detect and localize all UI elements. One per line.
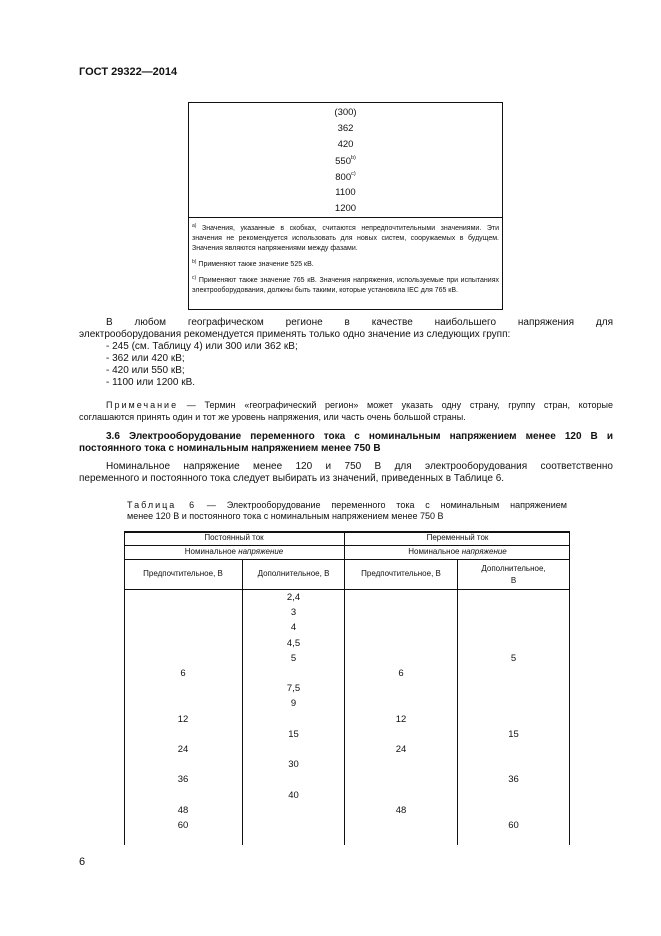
header-dc: Постоянный ток bbox=[204, 533, 264, 542]
table-cell: 36 bbox=[177, 774, 189, 786]
header-dc-additional: Дополнительное, В bbox=[257, 569, 330, 578]
table6 bbox=[124, 531, 570, 845]
group-item: - 1100 или 1200 кВ. bbox=[106, 377, 196, 388]
table-cell: 36 bbox=[508, 774, 519, 786]
voltage-table-continuation bbox=[188, 102, 503, 310]
table6-border bbox=[124, 531, 125, 845]
paragraph-nominal: Номинальное напряжение менее 120 и 750 В для электрооборудования соответственно переменного и постоянного тока следует выбирать из значений, приведенных в Таблице 6. bbox=[79, 461, 613, 484]
table6-title: Таблица 6 — Электрооборудование переменного тока с номинальным напряжением менее 120 В и постоянного тока с номинальным напряжением менее 750 В bbox=[127, 500, 567, 521]
group-item: - 420 или 550 кВ; bbox=[106, 365, 185, 376]
voltage-value: 362 bbox=[337, 123, 354, 134]
table-cell: 2,4 bbox=[286, 592, 301, 603]
table-cell: 3 bbox=[290, 607, 297, 619]
table-cell: 40 bbox=[288, 789, 299, 801]
voltage-value: 800$^{c)}$ bbox=[335, 171, 356, 183]
table6-border bbox=[124, 545, 570, 546]
table-cell: 5 bbox=[510, 652, 517, 664]
table-cell: 48 bbox=[177, 804, 189, 816]
header-nominal-ac: Номинальное напряжение bbox=[408, 547, 507, 556]
table6-border bbox=[457, 559, 458, 845]
table6-border bbox=[124, 559, 570, 560]
group-item: - 245 (см. Таблицу 4) или 300 или 362 кВ; bbox=[106, 341, 298, 352]
table-cell: 12 bbox=[395, 713, 407, 725]
voltage-values bbox=[189, 103, 502, 218]
document-header: ГОСТ 29322—2014 bbox=[79, 66, 178, 78]
section-heading: 3.6 Электрооборудование переменного тока с номинальным напряжением менее 120 В и постоянного тока с номинальным напряжением менее 750 В bbox=[79, 431, 613, 454]
header-ac-preferred: Предпочтительное, В bbox=[361, 569, 441, 578]
table-cell: 24 bbox=[395, 744, 407, 755]
group-item: - 362 или 420 кВ; bbox=[106, 353, 185, 364]
voltage-value: 550$^{b)}$ bbox=[335, 155, 356, 167]
footnote-b: $^{b)}$ Применяют также значение 525 кВ. bbox=[192, 259, 314, 268]
table-cell: 30 bbox=[288, 759, 299, 771]
header-dc-preferred: Предпочтительное, В bbox=[143, 569, 223, 578]
table-cell: 7,5 bbox=[286, 683, 301, 695]
table-cell: 24 bbox=[177, 744, 189, 755]
table-cell: 5 bbox=[290, 652, 297, 664]
table-cell: 6 bbox=[180, 668, 186, 679]
note-label: Примечание bbox=[106, 400, 179, 410]
table-cell: 48 bbox=[395, 804, 407, 816]
table6-label: Таблица 6 bbox=[127, 500, 197, 510]
table-cell: 60 bbox=[508, 820, 519, 831]
table-cell: 12 bbox=[177, 713, 189, 725]
table-cell: 60 bbox=[177, 820, 189, 831]
header-nominal-dc: Номинальное напряжение bbox=[184, 547, 284, 556]
header-ac: Переменный ток bbox=[426, 533, 489, 542]
table6-border bbox=[124, 589, 570, 590]
voltage-value: 420 bbox=[337, 139, 354, 150]
page-number: 6 bbox=[79, 856, 86, 868]
table6-border bbox=[344, 531, 345, 845]
footnote-c: $^{c)}$ Применяют также значение 765 кВ. Значения напряжения, используемые при испытаниях электрооборудования, должны быть такими, которые установила IEC для 765 кВ. bbox=[192, 275, 499, 294]
paragraph-regions: В любом географическом регионе в качестве наибольшего напряжения для электрооборудования рекомендуется применять только одно значение из следующих групп: - 245 (см. Таблицу 4) или 300 или 362 кВ; - 362 или 420 кВ; - 420 или 550 кВ; - 1100 или 1200 кВ. bbox=[79, 317, 613, 388]
table-cell: 4,5 bbox=[286, 637, 301, 649]
table-footnotes bbox=[192, 221, 499, 299]
table-cell: 15 bbox=[288, 728, 299, 740]
voltage-value: (300) bbox=[334, 107, 357, 118]
table-cell: 6 bbox=[398, 668, 404, 679]
header-ac-additional: Дополнительное, В bbox=[481, 564, 546, 585]
note: Примечание — Термин «географический регион» может указать одну страну, группу стран, которые соглашаются принять один и тот же уровень напряжения, или часть очень большой страны. bbox=[79, 400, 613, 422]
table-cell: 9 bbox=[290, 698, 297, 710]
voltage-value: 1200 bbox=[334, 203, 357, 214]
voltage-value: 1100 bbox=[335, 187, 356, 198]
footnote-a: $^{a)}$ Значения, указанные в скобках, считаются непредпочтительными значениями. Эти значения не рекомендуется использовать для новых систем, сооружаемых в будущем. Значения являются напряжениями между фазами. bbox=[192, 223, 499, 252]
table-cell: 4 bbox=[290, 622, 297, 634]
table-cell: 15 bbox=[508, 728, 519, 740]
table6-border bbox=[569, 531, 570, 845]
